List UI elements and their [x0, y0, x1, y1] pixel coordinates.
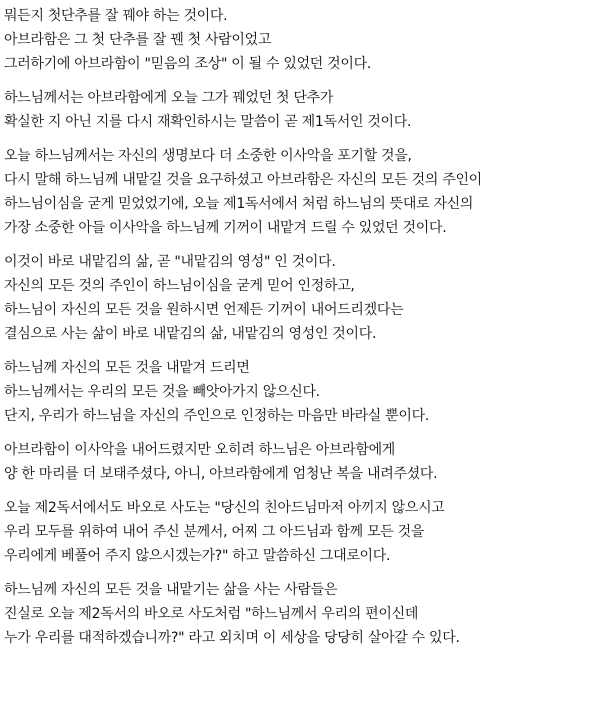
text-line: 결심으로 사는 삶이 바로 내맡김의 삶, 내맡김의 영성인 것이다. — [4, 326, 377, 342]
text-line: 하느님이 자신의 모든 것을 원하시면 언제든 기꺼이 내어드리겠다는 — [4, 302, 404, 318]
text-line: 우리에게 베풀어 주지 않으시겠는가?" 하고 말씀하신 그대로이다. — [4, 548, 391, 564]
text-line: 진실로 오늘 제2독서의 바오로 사도처럼 "하느님께서 우리의 편이신데 — [4, 606, 419, 622]
paragraph-5 — [4, 356, 598, 428]
paragraph-8 — [4, 578, 598, 650]
text-line: 우리 모두를 위하여 내어 주신 분께서, 어찌 그 아드님과 함께 모든 것을 — [4, 524, 425, 540]
text-line: 누가 우리를 대적하겠습니까?" 라고 외치며 이 세상을 당당히 살아갈 수 있다. — [4, 630, 460, 646]
text-line: 아브라함은 그 첫 단추를 잘 꿴 첫 사람이었고 — [4, 32, 272, 48]
text-line: 하느님이심을 굳게 믿었었기에, 오늘 제1독서에서 처럼 하느님의 뜻대로 자신의 — [4, 196, 474, 212]
text-line: 하느님께서는 우리의 모든 것을 빼앗아가지 않으신다. — [4, 384, 320, 400]
text-line: 하느님께 자신의 모든 것을 내맡기는 삶을 사는 사람들은 — [4, 582, 338, 598]
document-body — [4, 4, 598, 650]
paragraph-4 — [4, 250, 598, 346]
paragraph-1 — [4, 4, 598, 76]
text-line: 뭐든지 첫단추를 잘 꿰야 하는 것이다. — [4, 8, 228, 24]
text-line: 양 한 마리를 더 보태주셨다, 아니, 아브라함에게 엄청난 복을 내려주셨다. — [4, 466, 438, 482]
text-line: 단지, 우리가 하느님을 자신의 주인으로 인정하는 마음만 바라실 뿐이다. — [4, 408, 429, 424]
text-line: 아브라함이 이사악을 내어드렸지만 오히려 하느님은 아브라함에게 — [4, 442, 396, 458]
text-line: 확실한 지 아닌 지를 다시 재확인하시는 말씀이 곧 제1독서인 것이다. — [4, 114, 412, 130]
paragraph-2 — [4, 86, 598, 134]
text-line: 다시 말해 하느님께 내맡길 것을 요구하셨고 아브라함은 자신의 모든 것의 주인이 — [4, 172, 482, 188]
text-line: 하느님께서는 아브라함에게 오늘 그가 꿰었던 첫 단추가 — [4, 90, 334, 106]
text-line: 하느님께 자신의 모든 것을 내맡겨 드리면 — [4, 360, 250, 376]
text-line: 이것이 바로 내맡김의 삶, 곧 "내맡김의 영성" 인 것이다. — [4, 254, 336, 270]
paragraph-3 — [4, 144, 598, 240]
text-line: 그러하기에 아브라함이 "믿음의 조상" 이 될 수 있었던 것이다. — [4, 56, 372, 72]
text-line: 자신의 모든 것의 주인이 하느님이심을 굳게 믿어 인정하고, — [4, 278, 355, 294]
paragraph-7 — [4, 496, 598, 568]
text-line: 가장 소중한 아들 이사악을 하느님께 기꺼이 내맡겨 드릴 수 있었던 것이다. — [4, 220, 447, 236]
text-line: 오늘 제2독서에서도 바오로 사도는 "당신의 친아드님마저 아끼지 않으시고 — [4, 500, 445, 516]
paragraph-6 — [4, 438, 598, 486]
text-line: 오늘 하느님께서는 자신의 생명보다 더 소중한 이사악을 포기할 것을, — [4, 148, 412, 164]
